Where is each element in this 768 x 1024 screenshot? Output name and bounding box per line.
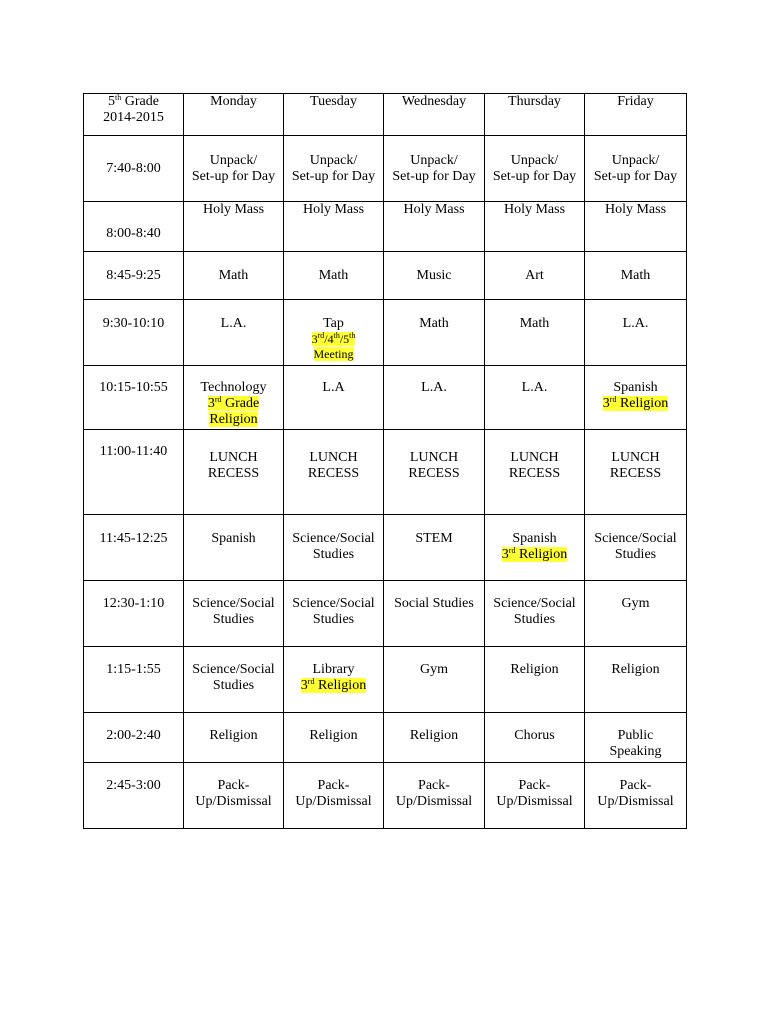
schedule-cell: L.A (284, 366, 384, 430)
schedule-cell: STEM (384, 515, 485, 581)
schedule-cell (184, 366, 284, 430)
time-slot: 8:00-8:40 (84, 202, 184, 252)
schedule-cell: Science/Social Studies (184, 647, 284, 713)
schedule-row (84, 763, 687, 829)
schedule-cell: L.A. (485, 366, 585, 430)
schedule-cell: Pack- Up/Dismissal (384, 763, 485, 829)
schedule-row (84, 581, 687, 647)
schedule-cell: Religion (384, 713, 485, 763)
schedule-cell: Holy Mass (585, 202, 687, 252)
schedule-cell: Holy Mass (384, 202, 485, 252)
time-slot: 8:45-9:25 (84, 252, 184, 300)
schedule-cell: Chorus (485, 713, 585, 763)
meeting-label-highlight: Meeting (313, 347, 354, 361)
schedule-cell: Holy Mass (485, 202, 585, 252)
schedule-cell: Music (384, 252, 485, 300)
schedule-cell: Religion (485, 647, 585, 713)
schedule-cell: Library 3rd Religion (284, 647, 384, 713)
cell-line: Set-up for Day (593, 168, 678, 184)
time-slot: 11:00-11:40 (84, 430, 184, 515)
schedule-cell: Science/Social Studies (485, 581, 585, 647)
schedule-cell: Science/Social Studies (184, 581, 284, 647)
cell-line: Unpack/ (309, 152, 358, 168)
religion-highlight: Religion (209, 412, 258, 427)
lunch-cell: LUNCH RECESS (284, 430, 384, 515)
lunch-cell: LUNCH RECESS (184, 430, 284, 515)
schedule-cell: Math (585, 252, 687, 300)
schedule-cell: Social Studies (384, 581, 485, 647)
meeting-grades-highlight: 3rd/4th/5th (311, 331, 356, 346)
schedule-row (84, 202, 687, 252)
time-slot: 12:30-1:10 (84, 581, 184, 647)
cell-line: Unpack/ (611, 152, 660, 168)
time-slot: 7:40-8:00 (84, 136, 184, 202)
lunch-cell: LUNCH RECESS (384, 430, 485, 515)
third-grade-highlight: 3rd Grade (207, 395, 260, 411)
grade-ordinal: th (115, 93, 122, 102)
schedule-cell: Spanish 3rd Religion (485, 515, 585, 581)
cell-line: Tap (323, 316, 344, 331)
schedule-cell: Religion (284, 713, 384, 763)
cell-line: Technology (200, 380, 267, 395)
time-slot: 2:45-3:00 (84, 763, 184, 829)
time-slot: 2:00-2:40 (84, 713, 184, 763)
cell-line: Set-up for Day (492, 168, 577, 184)
grade-year-cell (84, 94, 184, 136)
cell-line: Unpack/ (410, 152, 458, 168)
cell-line: Unpack/ (510, 152, 559, 168)
schedule-cell: Gym (585, 581, 687, 647)
schedule-cell: Spanish (184, 515, 284, 581)
schedule-row (84, 252, 687, 300)
schedule-row (84, 136, 687, 202)
schedule-cell: Gym (384, 647, 485, 713)
time-slot: 1:15-1:55 (84, 647, 184, 713)
schedule-cell: Holy Mass (184, 202, 284, 252)
schedule-cell: Math (284, 252, 384, 300)
schedule-cell (284, 300, 384, 366)
day-header-friday: Friday (585, 94, 687, 136)
cell-line: Set-up for Day (191, 168, 276, 184)
cell-line: Set-up for Day (392, 168, 476, 184)
day-header-wednesday: Wednesday (384, 94, 485, 136)
schedule-cell: Science/Social Studies (585, 515, 687, 581)
header-row (84, 94, 687, 136)
schedule-cell: Public Speaking (585, 713, 687, 763)
schedule-cell: Math (485, 300, 585, 366)
cell-line: Unpack/ (209, 152, 258, 168)
schedule-cell (585, 136, 687, 202)
schedule-cell: L.A. (384, 366, 485, 430)
schedule-cell: Holy Mass (284, 202, 384, 252)
day-header-monday: Monday (184, 94, 284, 136)
schedule-cell: Pack- Up/Dismissal (585, 763, 687, 829)
third-religion-highlight: 3rd Religion (501, 546, 568, 562)
schedule-row (84, 300, 687, 366)
cell-line: Set-up for Day (291, 168, 376, 184)
schedule-row (84, 647, 687, 713)
day-header-thursday: Thursday (485, 94, 585, 136)
schedule-cell: Science/Social Studies (284, 515, 384, 581)
schedule-cell: Math (384, 300, 485, 366)
meeting-note (286, 332, 381, 362)
schedule-row (84, 515, 687, 581)
cell-line: Spanish (613, 380, 658, 395)
lunch-cell: LUNCH RECESS (485, 430, 585, 515)
schedule-cell: Religion (585, 647, 687, 713)
schedule-cell: Pack- Up/Dismissal (184, 763, 284, 829)
schedule-cell: Pack- Up/Dismissal (284, 763, 384, 829)
time-slot: 9:30-10:10 (84, 300, 184, 366)
time-slot: 11:45-12:25 (84, 515, 184, 581)
schedule-cell (384, 136, 485, 202)
schedule-cell: Pack- Up/Dismissal (485, 763, 585, 829)
schedule-cell: Math (184, 252, 284, 300)
schedule-cell (284, 136, 384, 202)
schedule-cell: Art (485, 252, 585, 300)
schedule-cell (184, 136, 284, 202)
schedule-row (84, 713, 687, 763)
schedule-cell: Science/Social Studies (284, 581, 384, 647)
schedule-cell (585, 366, 687, 430)
third-religion-highlight: 3rd Religion (300, 677, 367, 693)
school-year: 2014-2015 (103, 110, 164, 125)
schedule-cell: Religion (184, 713, 284, 763)
schedule-cell (485, 136, 585, 202)
class-schedule-table (83, 93, 687, 829)
schedule-row (84, 430, 687, 515)
schedule-cell: L.A. (585, 300, 687, 366)
schedule-cell: L.A. (184, 300, 284, 366)
lunch-cell: LUNCH RECESS (585, 430, 687, 515)
third-religion-highlight: 3rd Religion (602, 395, 669, 411)
grade-label: Grade (121, 94, 159, 109)
time-slot: 10:15-10:55 (84, 366, 184, 430)
day-header-tuesday: Tuesday (284, 94, 384, 136)
grade-number: 5 (108, 94, 116, 109)
schedule-row (84, 366, 687, 430)
